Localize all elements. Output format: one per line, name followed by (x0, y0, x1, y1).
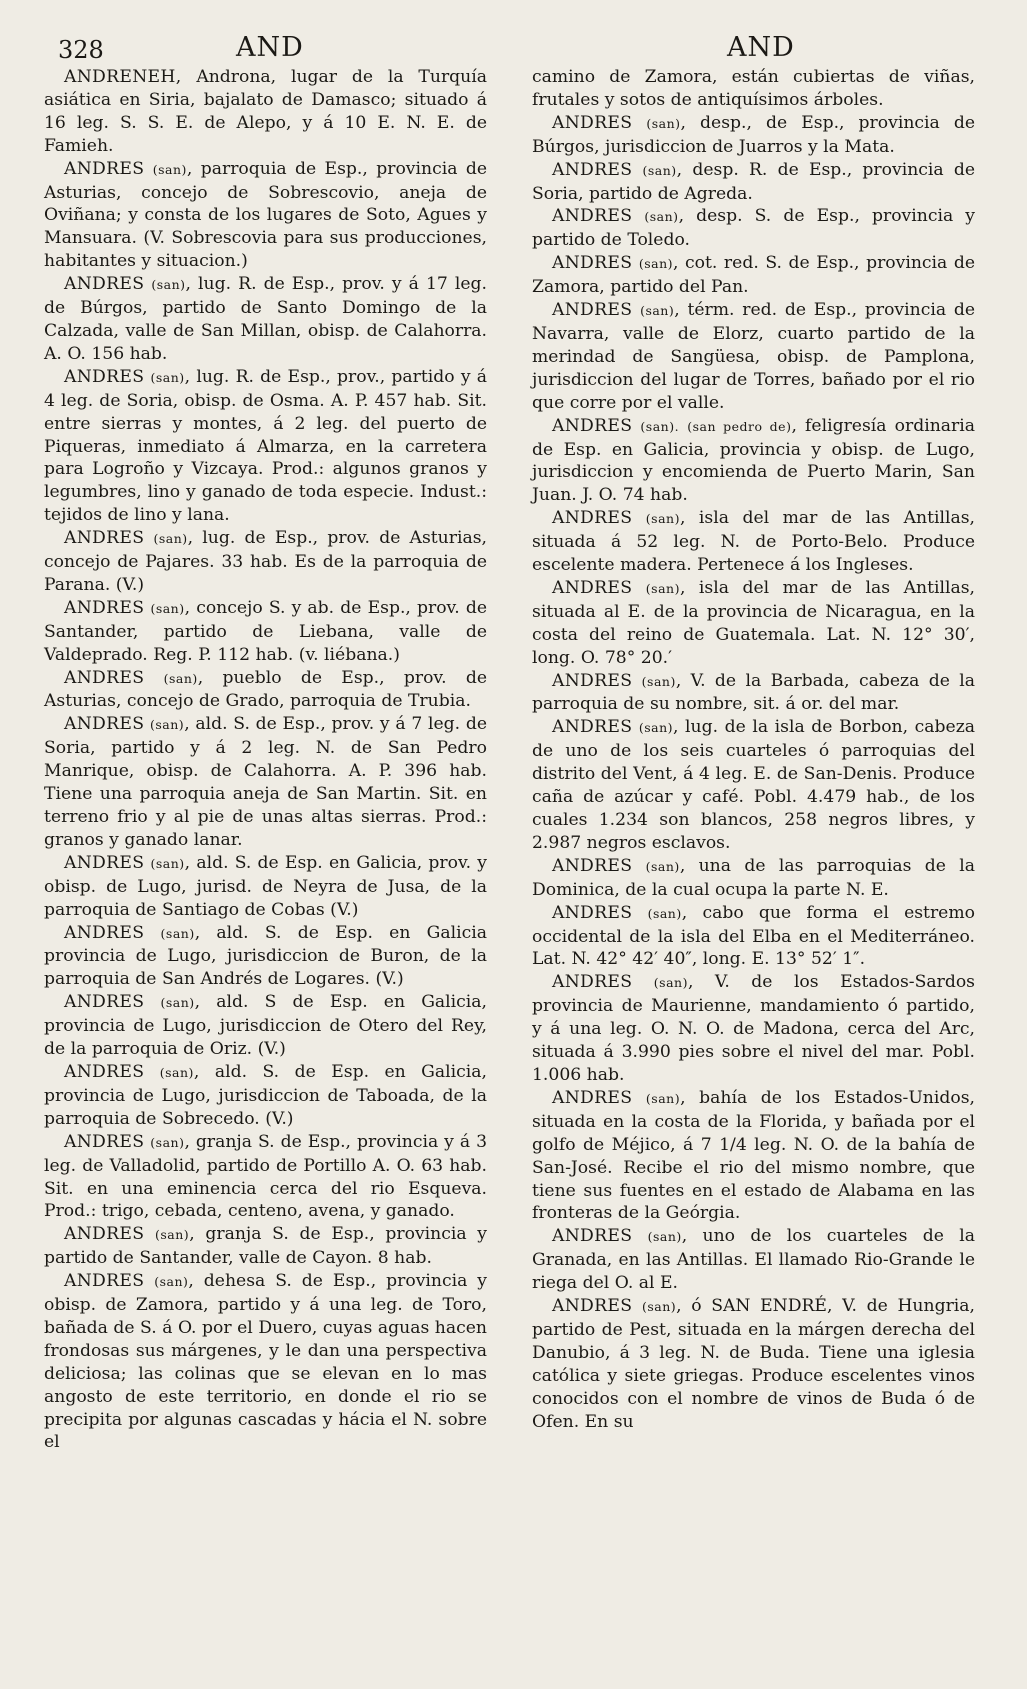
entry-qualifier: (san) (647, 905, 682, 921)
dictionary-entry (532, 507, 975, 577)
entry-body: , cot. red. S. de Esp., provincia de Zamora, partido del Pan. (532, 253, 976, 298)
dictionary-entry (532, 66, 975, 112)
entry-body: , uno de los cuarteles de la Granada, en las Antillas. El llamado Rio-Grande le riega del O. al E. (532, 1226, 976, 1294)
entry-body: , ó SAN ENDRÉ, V. de Hungria, partido de Pest, situada en la márgen derecha del Danubio, á 3 leg. N. de Buda. Tiene una iglesia católica y siete griegas. Produce escelentes vinos conocidos con el nombre de vinos de Buda ó de Ofen. En su (532, 1296, 975, 1432)
entry-body: , dehesa S. de Esp., provincia y obisp. de Zamora, partido y á una leg. de Toro, bañada de S. á O. por el Duero, cuyas aguas hacen frondosas sus márgenes, y le dan una perspectiva deliciosa; las colinas que se elevan en lo mas angosto de este territorio, en donde el rio se precipita por algunas cascadas y hácia el N. sobre el (44, 1271, 487, 1453)
entry-body: , pueblo de Esp., prov. de Asturias, concejo de Grado, parroquia de Trubia. (44, 667, 487, 712)
entry-body: , desp., de Esp., provincia de Búrgos, jurisdiccion de Juarros y la Mata. (532, 112, 975, 157)
entry-qualifier: (san) (163, 670, 198, 686)
left-column (44, 66, 487, 1454)
entry-headword: ANDRES (552, 855, 633, 876)
entry-headword: ANDRES (552, 902, 633, 923)
entry-qualifier: (san) (154, 1274, 189, 1290)
entry-headword: ANDRES (64, 922, 145, 943)
entry-headword: ANDRES (552, 577, 633, 598)
entry-qualifier: (san) (160, 925, 195, 941)
dictionary-entry (44, 1270, 487, 1454)
dictionary-entry (44, 273, 487, 366)
entry-body: , bahía de los Estados-Unidos, situada en la costa de la Florida, y bañada por el golfo de Méjico, á 7 1/4 leg. N. O. de la bahía de San-José. Recibe el rio del mismo nombre, que tiene sus fuentes en el estado de Alabama en las fronteras de la Geórgia. (532, 1087, 976, 1224)
entry-qualifier: (san) (641, 673, 676, 689)
entry-body: , V. de los Estados-Sardos provincia de Maurienne, mandamiento ó partido, y á una leg. O. N. O. de Madona, cerca del Arc, situada á 3.990 pies sobre el nivel del mar. Pobl. 1.006 hab. (532, 972, 976, 1085)
entry-headword: ANDRES (552, 415, 633, 436)
entry-qualifier: (san) (153, 531, 188, 547)
entry-continuation: camino de Zamora, están cubiertas de viñas, frutales y sotos de antiquísimos árboles. (532, 67, 975, 110)
entry-body: , isla del mar de las Antillas, situada á 52 leg. N. de Porto-Belo. Produce escelente madera. Pertenece á los Ingleses. (532, 508, 976, 576)
dictionary-entry (532, 299, 975, 415)
entry-headword: ANDRES (64, 366, 145, 387)
dictionary-entry (532, 577, 975, 670)
entry-qualifier: (san) (155, 1227, 190, 1243)
entry-qualifier: (san) (152, 161, 187, 177)
entry-body: , cabo que forma el estremo occidental de la isla del Elba en el Mediterráneo. Lat. N. 42° 42′ 40″, long. E. 13° 52′ 1″. (532, 902, 975, 970)
running-head-left: AND (236, 32, 304, 63)
entry-qualifier: (san) (638, 720, 674, 736)
entry-headword: ANDRES (552, 1087, 633, 1108)
entry-headword: ANDRES (64, 528, 145, 549)
dictionary-entry (532, 1295, 975, 1433)
entry-qualifier: (san) (150, 1134, 185, 1150)
dictionary-entry (532, 670, 975, 717)
entry-qualifier: (san) (645, 580, 680, 596)
entry-qualifier: (san) (150, 600, 185, 616)
entry-body: , ald. S. de Esp. en Galicia, provincia de Lugo, jurisdiccion de Taboada, de la parroquia de Sobrecedo. (V.) (44, 1061, 487, 1129)
entry-body: , granja S. de Esp., provincia y á 3 leg. de Valladolid, partido de Portillo A. O. 63 hab. Sit. en una eminencia cerca del rio Esqueva. Prod.: trigo, cebada, centeno, avena, y ganado. (44, 1131, 488, 1222)
entry-headword: ANDRES (552, 206, 633, 227)
entry-headword: ANDRES (64, 1271, 145, 1292)
entry-body: , granja S. de Esp., provincia y partido de Santander, valle de Cayon. 8 hab. (44, 1224, 488, 1269)
entry-headword: ANDRES (64, 667, 145, 688)
running-head-right: AND (727, 32, 795, 63)
dictionary-entry (532, 112, 975, 159)
entry-body: , desp. R. de Esp., provincia de Soria, partido de Agreda. (532, 159, 976, 204)
entry-headword: ANDRES (64, 714, 145, 735)
entry-headword: ANDRENEH, (64, 67, 182, 87)
entry-body: , lug. R. de Esp., prov., partido y á 4 leg. de Soria, obisp. de Osma. A. P. 457 hab. Sit. entre sierras y montes, á 2 leg. del puerto de Piqueras, inmediato á Almarza, en la carretera para Logroño y Vizcaya. Prod.: algunos granos y legumbres, lino y ganado de toda especie. Indust.: tejidos de lino y lana. (44, 366, 487, 526)
entry-qualifier: (san) (642, 162, 677, 178)
entry-qualifier: (san) (646, 115, 681, 131)
entry-headword: ANDRES (552, 670, 633, 691)
entry-qualifier: (san) (150, 855, 185, 871)
entry-body: , V. de la Barbada, cabeza de la parroquia de su nombre, sit. á or. del mar. (532, 670, 975, 715)
entry-headword: ANDRES (552, 717, 633, 738)
dictionary-entry (532, 415, 975, 508)
dictionary-entry (44, 852, 487, 922)
dictionary-entry (532, 902, 975, 972)
dictionary-entry (44, 991, 487, 1061)
dictionary-entry (532, 159, 975, 206)
entry-headword: ANDRES (64, 1131, 145, 1152)
dictionary-entry (532, 205, 975, 252)
dictionary-entry (532, 971, 975, 1087)
entry-body: , lug. de la isla de Borbon, cabeza de uno de los seis cuarteles ó parroquias del distrito del Vent, á 4 leg. E. de San-Denis. Produce caña de azúcar y café. Pobl. 4.479 hab., de los cuales 1.234 son blancos, 258 negros libres, y 2.987 negros esclavos. (532, 717, 975, 853)
entry-headword: ANDRES (552, 972, 633, 993)
dictionary-entry (44, 597, 487, 667)
entry-body: , feligresía ordinaria de Esp. en Galicia, provincia y obisp. de Lugo, jurisdiccion y encomienda de Puerto Marin, San Juan. J. O. 74 hab. (532, 415, 975, 506)
entry-qualifier: (san) (653, 975, 688, 991)
entry-headword: ANDRES (64, 597, 145, 618)
entry-qualifier: (san) (645, 1090, 681, 1106)
entry-body: , lug. de Esp., prov. de Asturias, concejo de Pajares. 33 hab. Es de la parroquia de Parana. (V.) (44, 528, 487, 595)
entry-qualifier: (san) (150, 717, 185, 733)
dictionary-entry (532, 716, 975, 854)
entry-body: , ald. S. de Esp. en Galicia provincia de Lugo, jurisdiccion de Buron, de la parroquia de San Andrés de Logares. (V.) (44, 922, 487, 990)
entry-body: , desp. S. de Esp., provincia y partido de Toledo. (532, 206, 975, 251)
dictionary-entry (532, 855, 975, 902)
dictionary-entry (532, 252, 975, 299)
entry-qualifier: (san) (640, 303, 675, 319)
dictionary-entry (44, 1131, 487, 1224)
entry-body: , lug. R. de Esp., prov. y á 17 leg. de Búrgos, partido de Santo Domingo de la Calzada, valle de San Millan, obisp. de Calahorra. A. O. 156 hab. (44, 274, 488, 364)
entry-headword: ANDRES (552, 159, 633, 180)
entry-headword: ANDRES (552, 300, 633, 321)
entry-body: Androna, lugar de la Turquía asiática en Siria, bajalato de Damasco; situado á 16 leg. S. S. E. de Alepo, y á 10 E. N. E. de Famieh. (44, 67, 487, 156)
entry-headword: ANDRES (552, 112, 633, 133)
entry-headword: ANDRES (64, 158, 145, 179)
dictionary-entry (44, 667, 487, 714)
entry-headword: ANDRES (64, 852, 145, 873)
entry-qualifier: (san) (150, 369, 185, 385)
entry-headword: ANDRES (552, 253, 633, 274)
entry-qualifier: (san) (641, 1299, 677, 1315)
entry-qualifier: (san) (159, 1064, 194, 1080)
entry-qualifier-secondary: (san pedro de) (687, 418, 792, 434)
entry-headword: ANDRES (64, 992, 145, 1013)
entry-body: , una de las parroquias de la Dominica, de la cual ocupa la parte N. E. (532, 855, 976, 900)
page-number: 328 (58, 36, 104, 64)
entry-body: , ald. S. de Esp., prov. y á 7 leg. de Soria, partido y á 2 leg. N. de San Pedro Manrique, obisp. de Calahorra. A. P. 396 hab. Tiene una parroquia aneja de San Martin. Sit. en terreno frio y al pie de unas altas sierras. Prod.: granos y ganado lanar. (44, 714, 487, 850)
dictionary-entry (44, 527, 487, 597)
entry-qualifier: (san) (644, 209, 679, 225)
entry-body: , ald. S de Esp. en Galicia, provincia de Lugo, jurisdiccion de Otero del Rey, de la parroquia de Oriz. (V.) (44, 992, 488, 1060)
dictionary-entry (44, 158, 487, 274)
entry-body: , parroquia de Esp., provincia de Asturias, concejo de Sobrescovio, aneja de Oviñana; y consta de los lugares de Soto, Agues y Mansuara. (V. Sobrescovia para sus producciones, habitantes y situacion.) (44, 158, 488, 272)
dictionary-entry (44, 1223, 487, 1270)
entry-qualifier: (san) (645, 511, 680, 527)
entry-qualifier: (san) (645, 858, 680, 874)
page-header (0, 30, 1027, 66)
entry-headword: ANDRES (64, 274, 145, 295)
dictionary-entry (532, 1087, 975, 1225)
dictionary-entry (44, 1061, 487, 1131)
entry-body: , concejo S. y ab. de Esp., prov. de Santander, partido de Liebana, valle de Valdeprado. Reg. P. 112 hab. (v. liébana.) (44, 597, 487, 665)
dictionary-entry (44, 366, 487, 527)
entry-headword: ANDRES (552, 1226, 633, 1247)
dictionary-entry (44, 66, 487, 158)
right-column (532, 66, 975, 1433)
dictionary-entry (44, 922, 487, 992)
entry-qualifier: (san). (640, 418, 680, 434)
entry-headword: ANDRES (64, 1224, 145, 1245)
entry-headword: ANDRES (552, 508, 633, 529)
entry-qualifier: (san) (160, 995, 195, 1011)
entry-headword: ANDRES (552, 1296, 633, 1317)
entry-body: , ald. S. de Esp. en Galicia, prov. y obisp. de Lugo, jurisd. de Neyra de Jusa, de la parroquia de Santiago de Cobas (V.) (44, 852, 487, 920)
entry-qualifier: (san) (151, 277, 186, 293)
entry-qualifier: (san) (647, 1229, 682, 1245)
entry-body: , térm. red. de Esp., provincia de Navarra, valle de Elorz, cuarto partido de la merindad de Sangüesa, obisp. de Pamplona, jurisdiccion del lugar de Torres, bañado por el rio que corre por el valle. (532, 300, 975, 413)
entry-headword: ANDRES (64, 1061, 145, 1082)
entry-body: , isla del mar de las Antillas, situada al E. de la provincia de Nicaragua, en la costa del reino de Guatemala. Lat. N. 12° 30′, long. O. 78° 20.′ (532, 577, 976, 668)
dictionary-entry (532, 1225, 975, 1295)
entry-qualifier: (san) (638, 256, 674, 272)
dictionary-entry (44, 713, 487, 851)
